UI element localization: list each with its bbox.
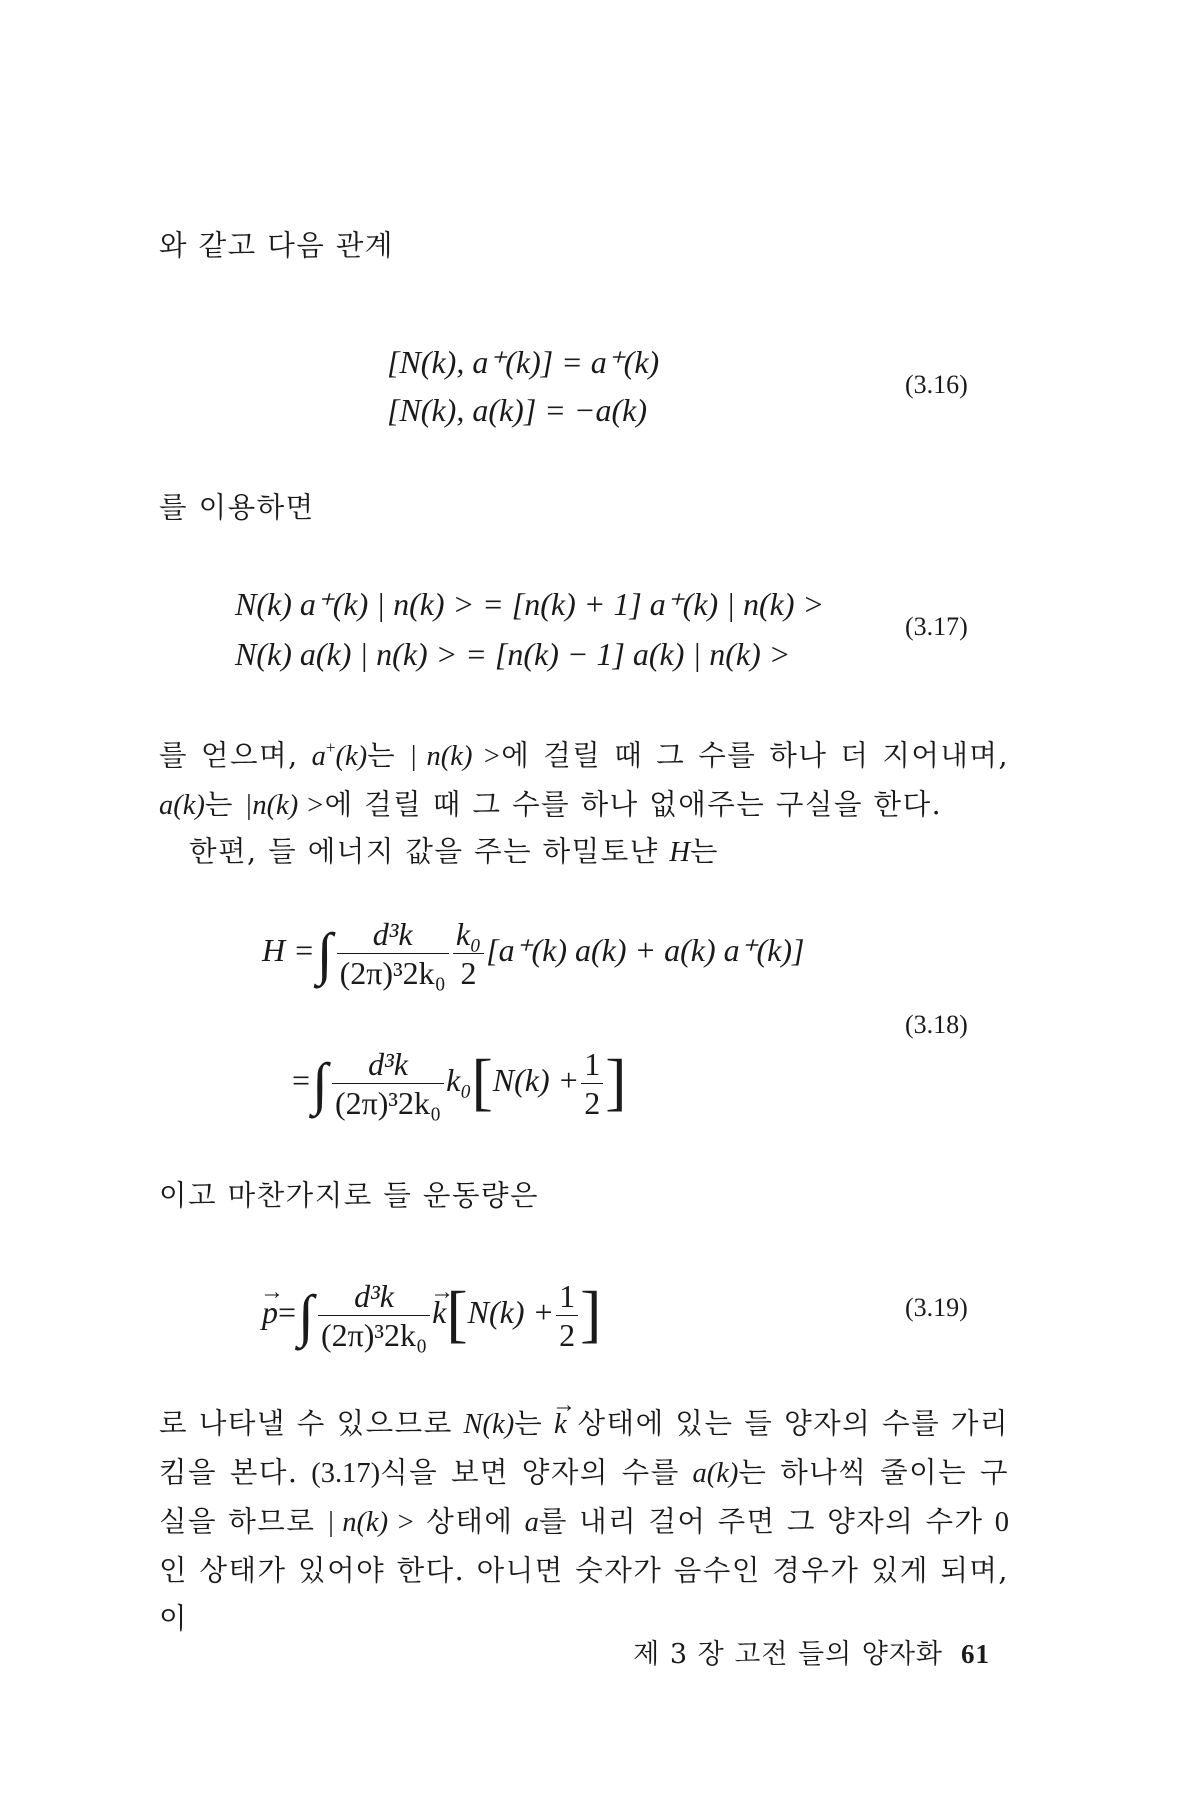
fraction-measure: $\frac{\text{d³k}}{\text{(2π)³2k₀}}$ xyxy=(332,1048,444,1119)
equation-3-17-line-1: N(k) a⁺(k) | n(k) > = [n(k) + 1] a⁺(k) | n(k) > xyxy=(235,586,825,622)
equation-number-3-16: (3.16) xyxy=(905,370,968,399)
equation-3-18-line-2: =∫ $\frac{\text{d³k}}{\text{(2π)³2k₀}}$ k₀[N(k) + $\frac{1}{2}$ ] xyxy=(292,1045,627,1121)
fraction-measure: $\frac{\text{d³k}}{\text{(2π)³2k₀}}$ xyxy=(318,1280,430,1351)
page-number: 61 xyxy=(961,1639,990,1669)
fraction-k0-over-2: $\frac{\text{k₀}}{2}$ xyxy=(453,918,484,989)
equation-3-19-line: → p=∫ $\frac{\text{d³k}}{\text{(2π)³2k₀}}$ → k[N(k) + $\frac{1}{2}$ ] xyxy=(262,1280,601,1351)
equation-number-3-18: (3.18) xyxy=(905,1010,968,1039)
equation-3-18-line-1: H =∫ $\frac{\text{d³k}}{\text{(2π)³2k₀}}$ $\frac{\text{k₀}}{2}$ [a⁺(k) a(k) + a(k) a⁺(k)] xyxy=(262,916,805,991)
equation-number-3-17: (3.17) xyxy=(905,612,968,641)
equation-3-17-line-2: N(k) a(k) | n(k) > = [n(k) − 1] a(k) | n(k) > xyxy=(235,636,791,672)
equation-3-16-line-2: [N(k), a(k)] = −a(k) xyxy=(387,392,647,428)
paragraph-intro: 와 같고 다음 관계 xyxy=(159,229,394,262)
equation-3-16-line-1: [N(k), a⁺(k)] = a⁺(k) xyxy=(387,344,660,380)
chapter-title: 제 3 장 고전 들의 양자화 xyxy=(633,1639,943,1670)
paragraph-ladder-operators: 를 얻으며, a+(k)는 | n(k) >에 걸릴 때 그 수를 하나 더 지어내며, a(k)는 |n(k) >에 걸릴 때 그 수를 하나 없애주는 구실을 한다. xyxy=(159,738,1010,821)
page-footer xyxy=(633,1632,990,1671)
paragraph-number-operator: 로 나타낼 수 있으므로 N(k)는 → k 상태에 있는 들 양자의 수를 가리킴을 본다. (3.17)식을 보면 양자의 수를 a(k)는 하나씩 줄이는 구실을 하므로 | n(k) > 상태에 a를 내리 걸어 주면 그 양자의 수가 0인 상태가 있어야 한다. 아니면 숫자가 음수인 경우가 있게 되며, 이 xyxy=(159,1400,1009,1643)
paragraph-using: 를 이용하면 xyxy=(159,491,315,524)
paragraph-momentum: 이고 마찬가지로 들 운동량은 xyxy=(159,1179,540,1212)
fraction-measure: $\frac{\text{d³k}}{\text{(2π)³2k₀}}$ xyxy=(337,918,449,989)
equation-number-3-19: (3.19) xyxy=(905,1293,968,1322)
fraction-one-half: $\frac{1}{2}$ xyxy=(556,1280,578,1351)
paragraph-hamiltonian: 한편, 들 에너지 값을 주는 하밀토냔 H는 xyxy=(189,835,719,868)
fraction-one-half: $\frac{1}{2}$ xyxy=(581,1048,603,1119)
